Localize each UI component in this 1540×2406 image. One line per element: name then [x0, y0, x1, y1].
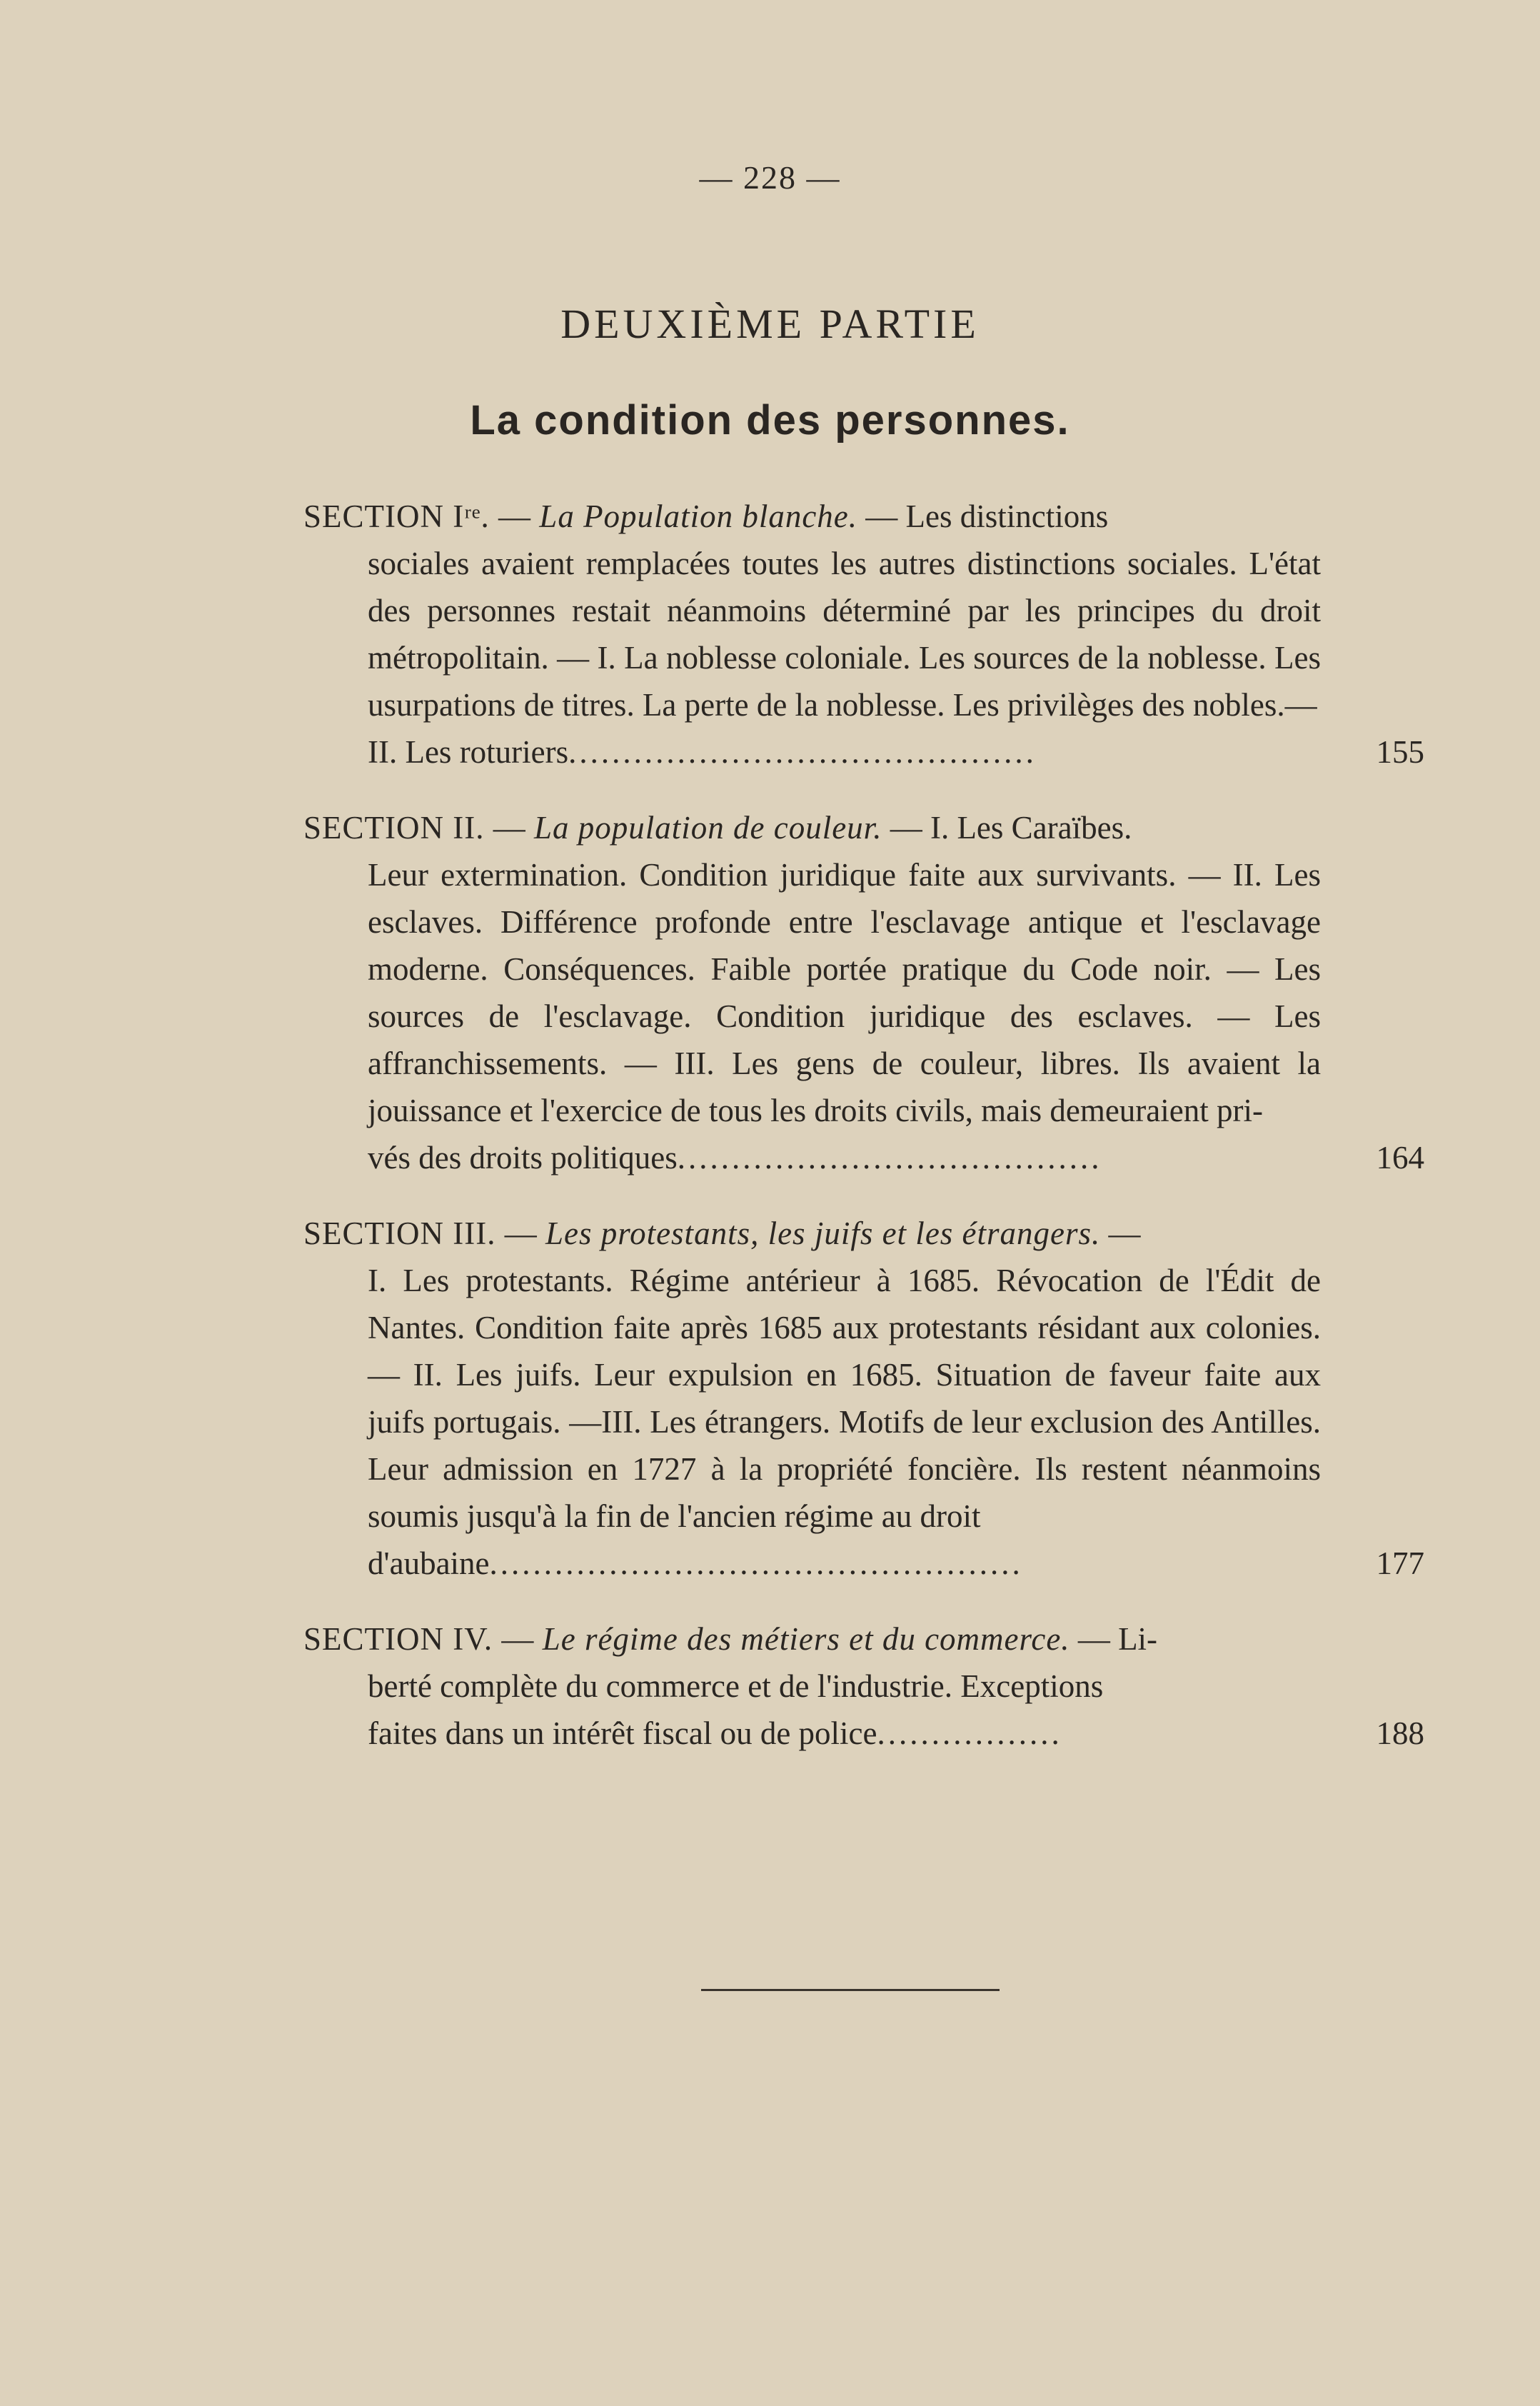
- toc-entry-section-4: [303, 1615, 1424, 1757]
- section-last-line: faites dans un intérêt fiscal ou de police: [368, 1715, 877, 1751]
- section-title: La Population blanche.: [539, 498, 858, 534]
- section-title: Le régime des métiers et du commerce.: [542, 1621, 1070, 1657]
- section-summary: sociales avaient remplacées toutes les autres distinctions sociales. L'état des personnes restait néanmoins déterminé par les principes du droit métropolitain. — I. La noblesse coloniale. Les sources de la noblesse. Les usurpations de titres. La perte de la noblesse. Les privilèges des nobles.—: [368, 546, 1321, 723]
- section-intro: —: [1108, 1215, 1141, 1251]
- section-title: Les protestants, les juifs et les étrangers.: [545, 1215, 1101, 1251]
- section-page-number: 164: [1376, 1140, 1424, 1176]
- section-last-line: II. Les roturiers: [368, 734, 569, 770]
- part-title: DEUXIÈME PARTIE: [560, 301, 980, 347]
- section-page-number: 177: [1376, 1545, 1424, 1581]
- section-intro: — Les distinctions: [865, 498, 1109, 534]
- toc-entry-section-2: [303, 804, 1424, 1181]
- section-page-number: 188: [1376, 1715, 1424, 1751]
- section-summary: Leur extermination. Condition juridique faite aux survivants. — II. Les esclaves. Différence profonde entre l'esclavage antique et l'esclavage moderne. Conséquences. Faible portée pratique du Code noir. — Les sources de l'esclavage. Condition juridique des esclaves. — Les affranchissements. — III. Les gens de couleur, libres. Ils avaient la jouissance et l'exercice de tous les droits civils, mais demeuraient pri-: [368, 857, 1321, 1128]
- leader-dots: .................................................: [489, 1545, 1023, 1581]
- page-number: — 228 —: [699, 159, 841, 196]
- section-intro: — Li-: [1077, 1621, 1158, 1657]
- toc-entry-section-1: [303, 493, 1424, 776]
- section-label: SECTION II. —: [303, 810, 526, 846]
- section-label: SECTION III. —: [303, 1215, 538, 1251]
- leader-dots: ...........................................: [568, 734, 1037, 770]
- section-summary: berté complète du commerce et de l'industrie. Exceptions: [368, 1668, 1104, 1704]
- section-label: SECTION Iʳᵉ. —: [303, 498, 532, 534]
- section-label: SECTION IV. —: [303, 1621, 535, 1657]
- leader-dots: .................: [877, 1715, 1062, 1751]
- section-title: La population de couleur.: [533, 810, 882, 846]
- section-page-number: 155: [1376, 734, 1424, 770]
- toc-entry-section-3: [303, 1210, 1424, 1587]
- section-last-line: vés des droits politiques: [368, 1140, 678, 1176]
- closing-rule: [701, 1989, 1000, 1991]
- section-summary: I. Les protestants. Régime antérieur à 1685. Révocation de l'Édit de Nantes. Condition faite après 1685 aux protestants résidant aux colonies. — II. Les juifs. Leur expulsion en 1685. Situation de faveur faite aux juifs portugais. —III. Les étrangers. Motifs de leur exclusion des Antilles. Leur admission en 1727 à la propriété foncière. Ils restent néanmoins soumis jusqu'à la fin de l'ancien régime au droit: [368, 1263, 1321, 1534]
- leader-dots: .......................................: [677, 1140, 1102, 1176]
- section-intro: — I. Les Caraïbes.: [890, 810, 1132, 846]
- section-last-line: d'aubaine: [368, 1545, 490, 1581]
- chapter-subtitle: La condition des personnes.: [470, 397, 1070, 443]
- table-of-contents: [303, 493, 1424, 1785]
